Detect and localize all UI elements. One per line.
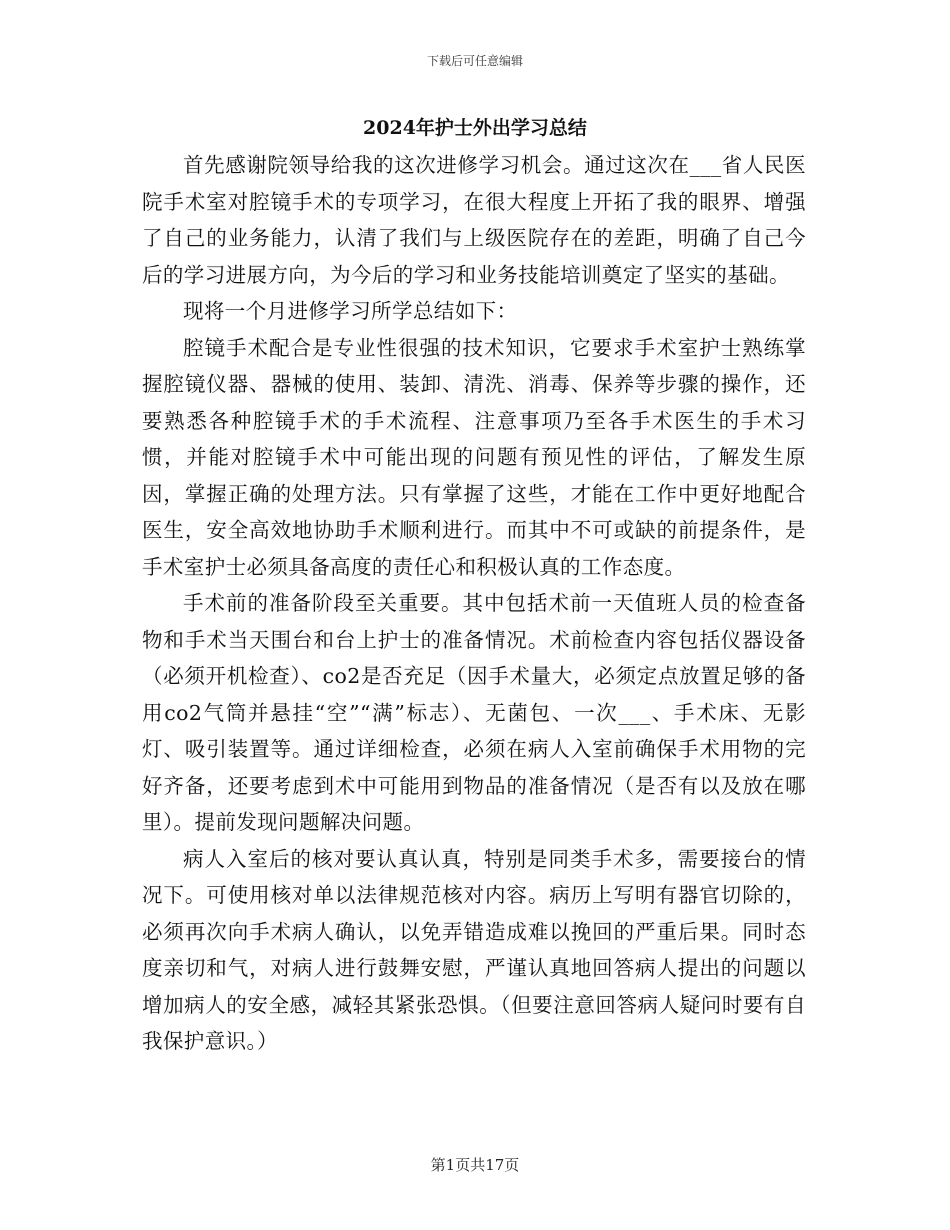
paragraph-summary-lead: 现将一个月进修学习所学总结如下：: [183, 299, 518, 323]
paragraph-laparoscopy-skills: 腔镜手术配合是专业性很强的技术知识，它要求手术室护士熟练掌握腔镜仪器、器械的使用、装卸、清洗、消毒、保养等步骤的操作，还要熟悉各种腔镜手术的手术流程、注意事项乃至各手术医生的手术习惯，并能对腔镜手术中可能出现的问题有预见性的评估，了解发生原因，掌握正确的处理方法。只有掌握了这些，才能在工作中更好地配合医生，安全高效地协助手术顺利进行。而其中不可或缺的前提条件，是手术室护士必须具备高度的责任心和积极认真的工作态度。: [142, 335, 806, 579]
paragraph-intro: 首先感谢院领导给我的这次进修学习机会。通过这次在___省人民医院手术室对腔镜手术的专项学习，在很大程度上开拓了我的眼界、增强了自己的业务能力，认清了我们与上级医院存在的差距，明确了自己今后的学习进展方向，为今后的学习和业务技能培训奠定了坚实的基础。: [142, 153, 806, 287]
page-header-note: 下载后可任意编辑: [426, 54, 523, 68]
paragraph-preoperative-prep: 手术前的准备阶段至关重要。其中包括术前一天值班人员的检查备物和手术当天围台和台上护士的准备情况。术前检查内容包括仪器设备（必须开机检查）、co2是否充足（因手术量大，必须定点放置足够的备用co2气筒并悬挂“空”“满”标志）、无菌包、一次___、手术床、无影灯、吸引装置等。通过详细检查，必须在病人入室前确保手术用物的完好齐备，还要考虑到术中可能用到物品的准备情况（是否有以及放在哪里）。提前发现问题解决问题。: [142, 591, 806, 834]
page-number: 第1页共17页: [430, 1156, 520, 1174]
paragraph-patient-verification: 病人入室后的核对要认真认真，特别是同类手术多，需要接台的情况下。可使用核对单以法律规范核对内容。病历上写明有器官切除的，必须再次向手术病人确认，以免弄错造成难以挽回的严重后果。同时态度亲切和气，对病人进行鼓舞安慰，严谨认真地回答病人提出的问题以增加病人的安全感，减轻其紧张恐惧。（但要注意回答病人疑问时要有自我保护意识。）: [142, 846, 806, 1053]
document-title: 2024年护士外出学习总结: [363, 117, 587, 139]
document-body: [142, 147, 806, 1060]
